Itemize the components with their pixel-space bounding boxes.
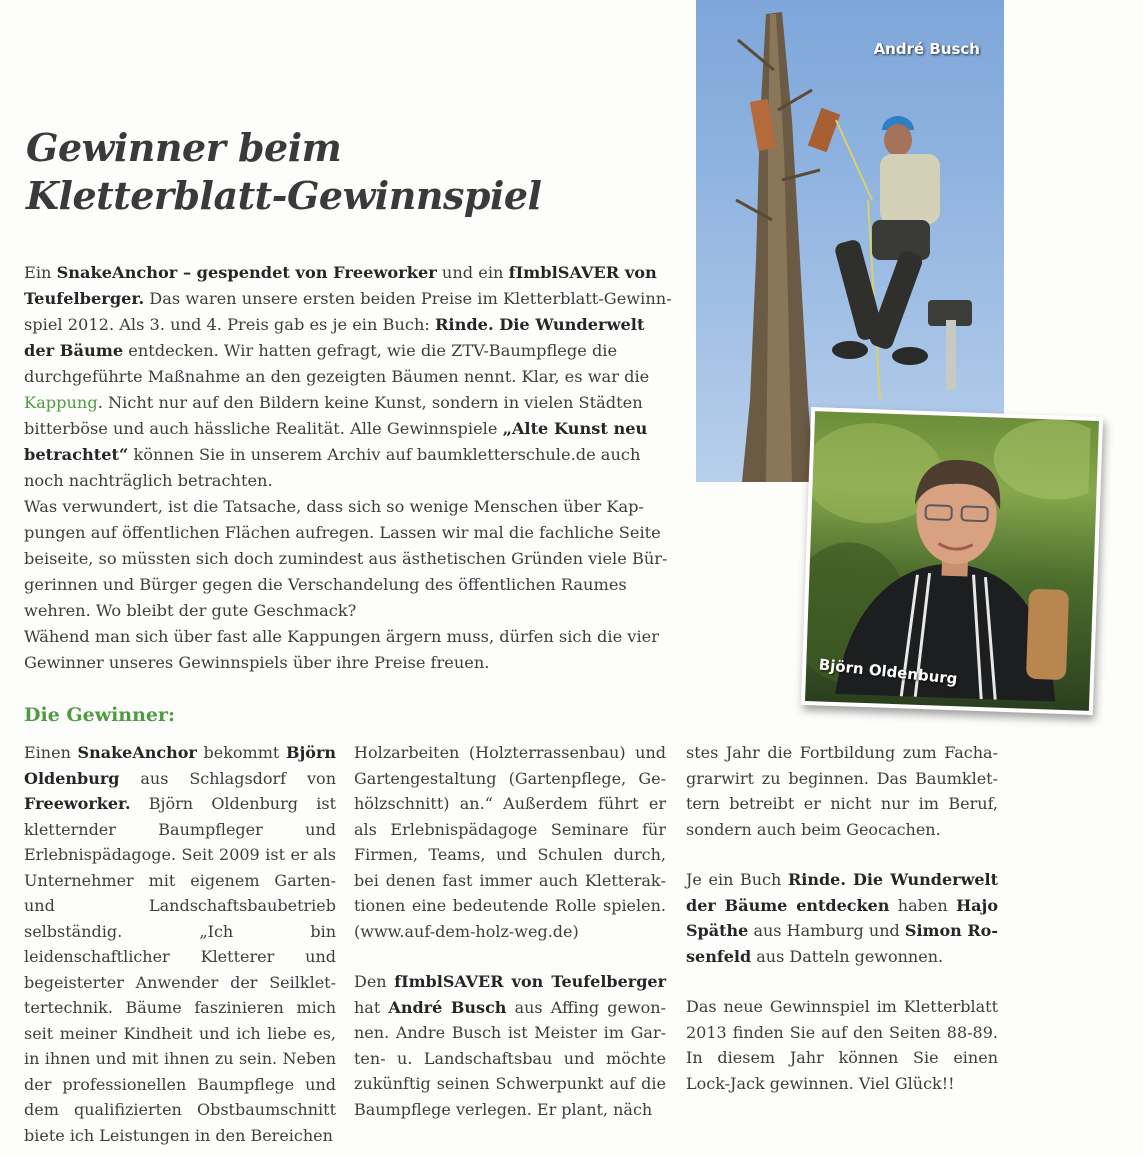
text-run: und ein	[436, 263, 509, 282]
highlight-text: Kappung	[24, 393, 98, 412]
bold-text: SnakeAnchor – gespendet von Freeworker	[56, 263, 437, 282]
text-run: entdecken. Wir hatten gefragt, wie die ZTV-Baumpflege die durchgeführte Maßnahme an den gezeigten Bäumen nennt. Klar, es war die	[24, 341, 650, 386]
column-3-paragraph-3: Das neue Gewinnspiel im Kletterblatt 2013 finden Sie auf den Seiten 88-89. In diesem Jahr können Sie einen Lock-Jack gewinnen. Viel Glück!!	[686, 997, 998, 1093]
text-run: aus Hamburg und	[748, 921, 905, 940]
bold-text: Rinde. Die Wunderwelt der Bäume	[24, 315, 645, 360]
text-run: können Sie in unserem Archiv auf baumkletterschule.de auch noch nachträglich betrachten.	[24, 445, 641, 490]
bold-text: „Alte Kunst neu betrachtet“	[24, 419, 648, 464]
intro-paragraph-2: Was verwundert, ist die Tatsache, dass sich so wenige Menschen über Kappungen auf öffentlichen Flächen aufregen. Lassen wir mal die fachliche Seite beiseite, so müssten sich doch zumindest aus ästhetischen Gründen viele Bürgerinnen und Bürger gegen die Verschandelung des öffentlichen Raumes wehren. Wo bleibt der gute Geschmack?	[24, 497, 668, 620]
bold-text: fImblSAVER von Teufelberger	[394, 972, 666, 991]
intro-text	[24, 260, 676, 676]
article-title	[26, 124, 666, 220]
title-line-1: Gewinner beim	[26, 125, 342, 170]
column-3-paragraph-1: stes Jahr die Fortbildung zum Fachagrarwirt zu beginnen. Das Baumklettern betreibt er nicht nur im Beruf, sondern auch beim Geocachen.	[686, 743, 998, 839]
bold-text: André Busch	[388, 997, 507, 1017]
column-3	[686, 740, 998, 1096]
column-3-paragraph-2	[686, 867, 998, 969]
bold-text: Hajo Späthe	[686, 895, 999, 940]
text-run: Björn Oldenburg ist kletternder Baumpfleger und Erlebnispädagoge. Seit 2009 ist er als Unternehmer mit eigenem Garten- und Landschaftsbaubetrieb selbständig. „Ich bin leidenschaftlicher Kletterer und begeisterter Anwender der Seilklettertechnik. Bäume faszinieren mich seit meiner Kindheit und ich liebe es, in ihnen und mit ihnen zu sein. Neben der professionellen Baumpflege und dem qualifizierten Obstbaumschnitt biete ich Leistungen in den Bereichen	[24, 794, 336, 1145]
text-run: . Nicht nur auf den Bildern keine Kunst, sondern in vielen Städten bitterböse und auch hässliche Realität. Alle Gewinnspiele	[24, 393, 643, 438]
winners-heading: Die Gewinner:	[24, 704, 176, 726]
bold-text: Simon Rosenfeld	[686, 921, 998, 966]
column-2-paragraph-1: Holzarbeiten (Holzterrassenbau) und Gartengestaltung (Gartenpflege, Gehölzschnitt) an.“ Außerdem führt er als Erlebnispädagoge Seminare für Firmen, Teams, und Schulen durch, bei denen fast immer auch Kletteraktionen eine bedeutende Rolle spielen. (www.auf-dem-holz-weg.de)	[354, 743, 666, 941]
text-run: Je ein Buch	[686, 870, 788, 889]
bold-text: Freeworker.	[24, 794, 131, 813]
text-run: Ein	[24, 263, 57, 282]
bold-text: fImblSAVER von Teufelberger.	[24, 263, 657, 308]
text-run: Das waren unsere ersten beiden Preise im Kletterblatt-Gewinnspiel 2012. Als 3. und 4. Preis gab es je ein Buch:	[24, 289, 672, 334]
column-2	[354, 740, 666, 1122]
intro-paragraph-3: Wähend man sich über fast alle Kappungen ärgern muss, dürfen sich die vier Gewinner unseres Gewinnspiels über ihre Preise freuen.	[24, 627, 659, 672]
text-run: haben	[889, 895, 957, 915]
photo-caption-andre-busch: André Busch	[873, 40, 980, 58]
intro-paragraph-1	[24, 260, 676, 494]
text-run: aus Datteln gewonnen.	[751, 946, 944, 966]
text-run: hat	[354, 997, 389, 1017]
column-1	[24, 740, 336, 1148]
text-run: Einen	[24, 743, 78, 762]
text-run: Den	[354, 972, 395, 991]
column-1-paragraph	[24, 740, 336, 1148]
bold-text: Björn Oldenburg	[24, 743, 336, 788]
text-run: aus Schlagsdorf von	[119, 768, 336, 788]
bold-text: SnakeAnchor	[77, 743, 197, 762]
text-run: bekommt	[196, 743, 286, 762]
photo-caption-bjoern-oldenburg: Björn Oldenburg	[817, 655, 959, 688]
bold-text: Rinde. Die Wunderwelt der Bäume entdecken	[686, 870, 999, 915]
title-line-2: Kletterblatt-Gewinnspiel	[26, 173, 542, 218]
text-run: aus Affing gewonnen. Andre Busch ist Meister im Garten- u. Landschaftsbau und möchte zukünftig seinen Schwerpunkt auf die Baumpflege verlegen. Er plant, näch	[354, 997, 666, 1119]
column-2-paragraph-2	[354, 969, 666, 1122]
photo-portrait	[801, 407, 1103, 715]
